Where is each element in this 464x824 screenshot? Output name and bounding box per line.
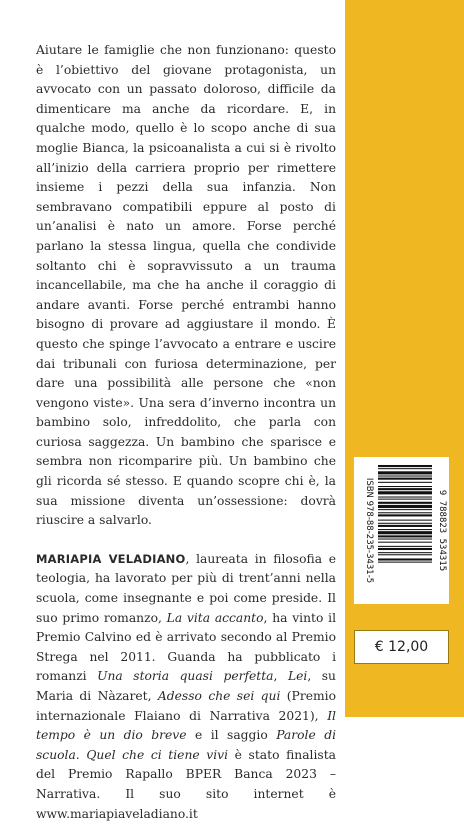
barcode-bar	[378, 554, 432, 555]
barcode-bar	[378, 546, 432, 547]
book-title: La vita accanto	[166, 610, 264, 625]
ean-digits: 9 788823 534315	[437, 489, 447, 572]
barcode-bar	[378, 552, 432, 553]
barcode-bar	[378, 562, 432, 563]
book-title: Il tempo è un dio breve	[36, 708, 336, 743]
bio-text: , ha vinto il Premio Calvino ed è arrivato secondo al Premio Strega nel 2011. Guanda ha pubblicato i romanzi	[36, 610, 337, 684]
bio-text: ,	[273, 669, 288, 684]
barcode-bar	[378, 497, 432, 498]
barcode-bar	[378, 542, 432, 543]
bio-text: e il saggio	[186, 728, 277, 743]
barcode-bar	[378, 499, 432, 500]
barcode-bar	[378, 486, 432, 487]
barcode-bar	[378, 525, 432, 527]
price-box	[354, 630, 449, 664]
isbn-barcode	[354, 457, 449, 604]
book-title: Quel che ci tiene vivi	[86, 747, 229, 762]
barcode-bar	[378, 468, 432, 469]
barcode-bar	[378, 471, 432, 474]
bio-text: è stato finalista del Premio Rapallo BPER Banca 2023 – Narrativa. Il suo sito internet è www.mariapiaveladiano.it	[36, 747, 336, 821]
synopsis-paragraph: Aiutare le famiglie che non funzionano: questo è l’obiettivo del giovane protagonista, un avvocato con un passato doloroso, difficile da dimenticare ma anche da ricordare. E, in qualche modo, quello è lo scopo anche di sua moglie Bianca, la psicoanalista a cui si è rivolto all’inizio della carriera proprio per rimettere insieme i pezzi della sua infanzia. Non sembravano compatibili eppure al posto di un’analisi è nato un amore. Forse perché parlano la stessa lingua, quella che condivide soltanto chi è sopravvissuto a un trauma incancellabile, ma che ha anche il coraggio di andare avanti. Forse perché entrambi hanno bisogno di provare ad aggiustare il mondo. È questo che spinge l’avvocato a entrare e uscire dai tribunali con furiosa determinazione, per dare una possibilità alle persone che «non vengono viste». Una sera d’inverno incontra un bambino solo, infreddolito, che parla con curiosa saggezza. Un bambino che sparisce e sembra non ricomparire più. Un bambino che gli ricorda sé stesso. E quando scopre chi è, la sua missione diventa un’ossessione: dovrà riuscire a salvarlo.	[36, 43, 336, 528]
barcode-bar	[378, 512, 432, 513]
barcode-bar	[378, 529, 432, 530]
book-title: Parole di scuola	[36, 728, 337, 762]
barcode-panel	[354, 457, 449, 604]
price: € 12,00	[374, 639, 429, 655]
barcode-bar	[378, 531, 432, 534]
barcode-bar	[378, 548, 432, 550]
barcode-bar	[378, 520, 432, 521]
bio-text: , laureata in filosofia e teologia, ha lavorato per più di trent’anni nella scuola, come insegnante e poi come preside. Il suo primo romanzo,	[36, 551, 336, 625]
barcode-bar	[378, 558, 432, 560]
barcode-bar	[378, 491, 432, 494]
book-title: Una storia quasi perfetta	[97, 669, 274, 684]
author-name: MARIAPIA VELADIANO	[36, 551, 186, 566]
text-column	[36, 41, 336, 824]
book-title: Lei	[287, 669, 308, 684]
author-bio-paragraph	[36, 550, 336, 824]
barcode-bar	[378, 514, 432, 516]
barcode-bar	[378, 488, 432, 490]
isbn-label: ISBN 978-88-235-3431-5	[364, 477, 374, 584]
barcode-bar	[378, 478, 432, 480]
barcode-bar	[378, 502, 432, 504]
book-title: Adesso che sei qui	[157, 689, 281, 703]
barcode-bar	[378, 535, 432, 537]
barcode-bar	[378, 505, 432, 508]
bio-text: .	[75, 747, 87, 762]
barcode-bar	[378, 539, 432, 540]
barcode-bar	[378, 465, 432, 467]
yellow-side-strip	[345, 0, 464, 717]
bio-text: (Premio internazionale Flaiano di Narrativa 2021),	[36, 689, 336, 723]
barcode-bar	[378, 482, 432, 483]
barcode-bar	[378, 523, 432, 524]
bio-text: , su Maria di Nàzaret,	[36, 669, 336, 703]
barcode-bar	[378, 476, 432, 477]
barcode-bar	[378, 509, 432, 510]
